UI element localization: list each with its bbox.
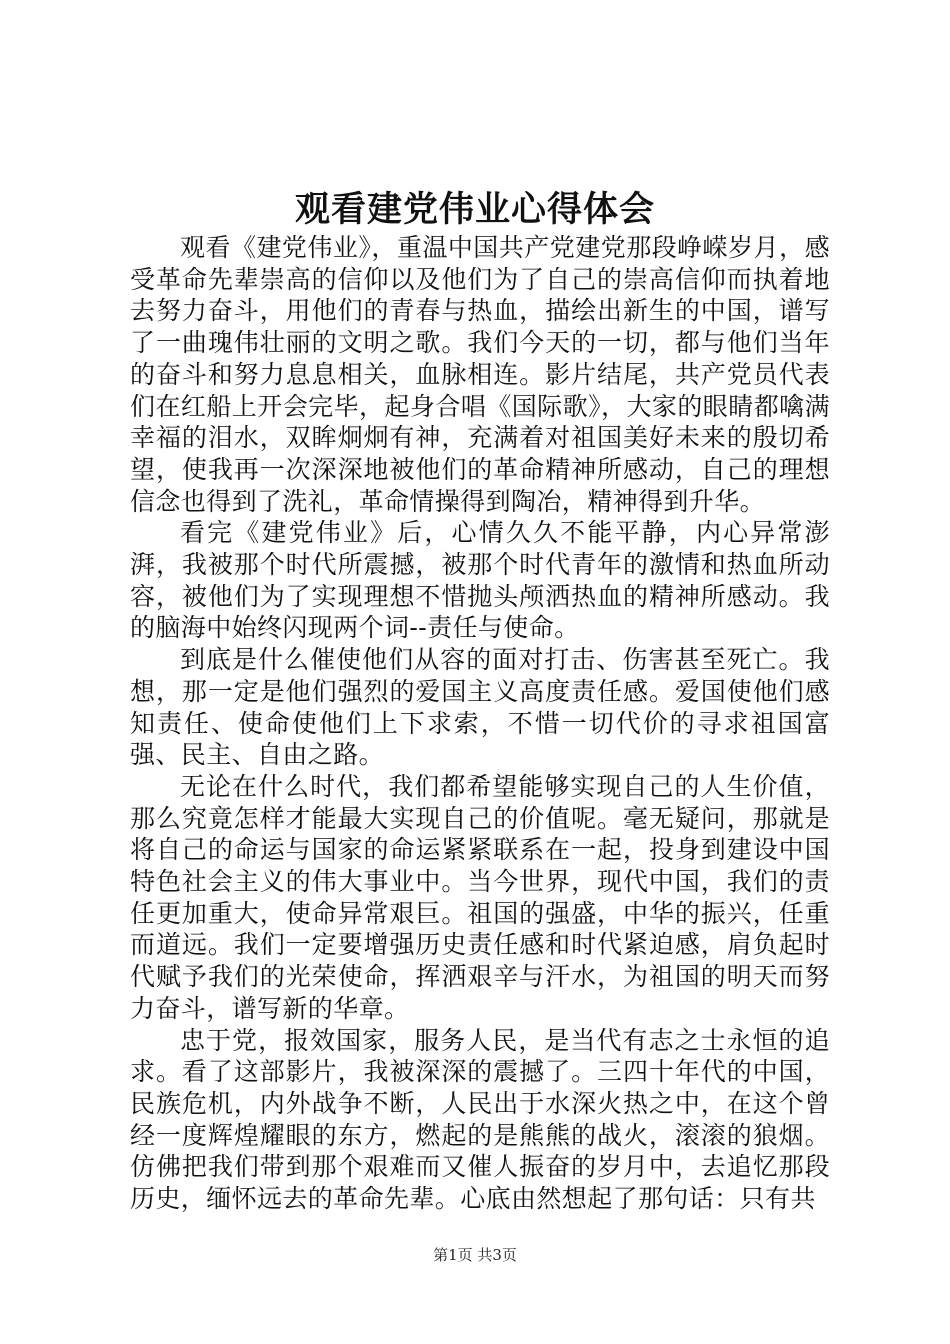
document-body: [130, 232, 830, 1215]
paragraph-4: 无论在什么时代，我们都希望能够实现自己的人生价值，那么究竟怎样才能最大实现自己的价值呢。毫无疑问，那就是将自己的命运与国家的命运紧紧联系在一起，投身到建设中国特色社会主义的伟大事业中。当今世界，现代中国，我们的责任更加重大，使命异常艰巨。祖国的强盛，中华的振兴，任重而道远。我们一定要增强历史责任感和时代紧迫感，肩负起时代赋予我们的光荣使命，挥洒艰辛与汗水，为祖国的明天而努力奋斗，谱写新的华章。: [130, 771, 830, 1023]
page-number-footer: 第1页 共3页: [433, 1246, 517, 1264]
document-title: 观看建党伟业心得体会: [294, 190, 655, 230]
paragraph-5: 忠于党，报效国家，服务人民，是当代有志之士永恒的追求。看了这部影片，我被深深的震撼了。三四十年代的中国，民族危机，内外战争不断，人民出于水深火热之中，在这个曾经一度辉煌耀眼的东方，燃起的是熊熊的战火，滚滚的狼烟。仿佛把我们带到那个艰难而又催人振奋的岁月中，去追忆那段历史，缅怀远去的革命先辈。心底由然想起了那句话：只有共: [130, 1025, 830, 1214]
paragraph-2: 看完《建党伟业》后，心情久久不能平静，内心异常澎湃，我被那个时代所震撼，被那个时代青年的激情和热血所动容，被他们为了实现理想不惜抛头颅洒热血的精神所感动。我的脑海中始终闪现两个词--责任与使命。: [130, 518, 830, 643]
paragraph-3: 到底是什么催使他们从容的面对打击、伤害甚至死亡。我想，那一定是他们强烈的爱国主义高度责任感。爱国使他们感知责任、使命使他们上下求索，不惜一切代价的寻求祖国富强、民主、自由之路。: [130, 645, 830, 770]
paragraph-1: 观看《建党伟业》，重温中国共产党建党那段峥嵘岁月，感受革命先辈崇高的信仰以及他们为了自己的崇高信仰而执着地去努力奋斗，用他们的青春与热血，描绘出新生的中国，谱写了一曲瑰伟壮丽的文明之歌。我们今天的一切，都与他们当年的奋斗和努力息息相关，血脉相连。影片结尾，共产党员代表们在红船上开会完毕，起身合唱《国际歌》，大家的眼睛都噙满幸福的泪水，双眸炯炯有神，充满着对祖国美好未来的殷切希望，使我再一次深深地被他们的革命精神所感动，自己的理想信念也得到了洗礼，革命情操得到陶冶，精神得到升华。: [130, 233, 830, 516]
